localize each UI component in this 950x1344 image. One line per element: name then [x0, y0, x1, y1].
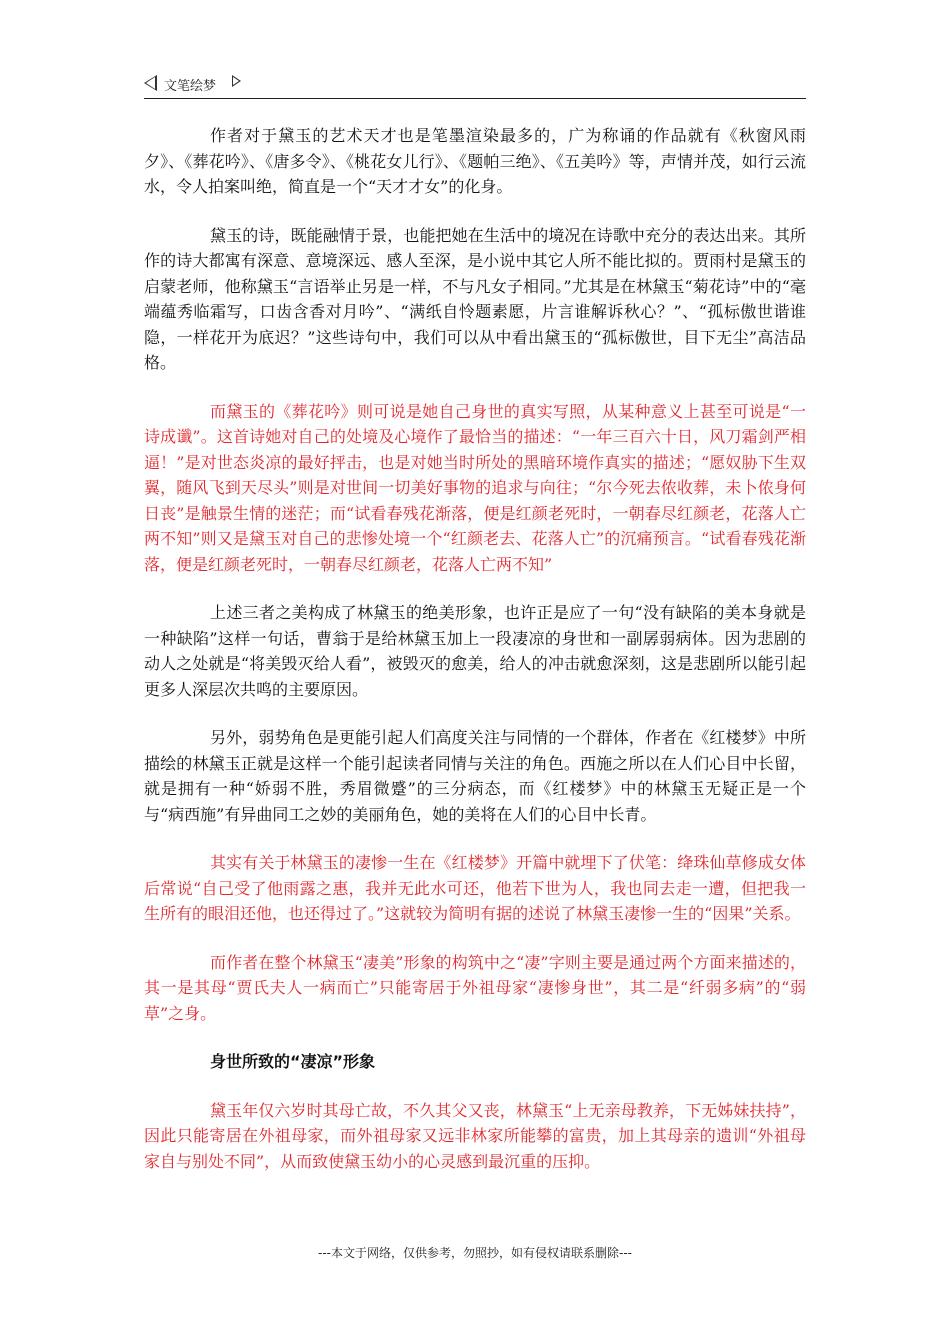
paragraph-highlighted: 而黛玉的《葬花吟》则可说是她自己身世的真实写照，从某种意义上甚至可说是“一诗成谶”。这首诗她对自己的处境及心境作了最恰当的描述：“一年三百六十日，风刀霜剑严相逼！”是对世态炎凉的最好抨击，也是对她当时所处的黑暗环境作真实的描述；“愿奴胁下生双翼，随风飞到天尽头”则是对世间一切美好事物的追求与向往；“尔今死去侬收葬，未卜侬身何日丧”是触景生情的迷茫；而“试看春残花渐落，便是红颜老死时，一朝春尽红颜老，花落人亡两不知”则又是黛玉对自己的悲惨处境一个“红颜老去、花落人亡”的沉痛预言。“试看春残花渐落，便是红颜老死时，一朝春尽红颜老，花落人亡两不知”	[144, 401, 806, 574]
triangle-left-icon	[144, 75, 157, 91]
paragraph-highlighted: 其实有关于林黛玉的凄惨一生在《红楼梦》开篇中就埋下了伏笔：绛珠仙草修成女体后常说“自己受了他雨露之惠，我并无此水可还，他若下世为人，我也同去走一遭，但把我一生所有的眼泪还他，也还得过了。”这就较为简明有据的述说了林黛玉凄惨一生的“因果”关系。	[144, 853, 806, 923]
section-heading: 身世所致的“凄凉”形象	[210, 1052, 376, 1071]
paragraph-highlighted: 而作者在整个林黛玉“凄美”形象的构筑中之“凄”字则主要是通过两个方面来描述的，其一是其母“贾氏夫人一病而亡”只能寄居于外祖母家“凄惨身世”，其二是“纤弱多病”的“弱草”之身。	[144, 952, 806, 1023]
header-brand: 文笔绘梦	[164, 79, 217, 94]
paragraph: 上述三者之美构成了林黛玉的绝美形象，也许正是应了一句“没有缺陷的美本身就是一种缺陷”这样一句话，曹翁于是给林黛玉加上一段凄凉的身世和一副孱弱病体。因为悲剧的动人之处就是“将美毁灭给人看”，被毁灭的愈美，给人的冲击就愈深刻，这是悲剧所以能引起更多人深层次共鸣的主要原因。	[144, 603, 806, 699]
paragraph: 作者对于黛玉的艺术天才也是笔墨渲染最多的，广为称诵的作品就有《秋窗风雨夕》、《葬花吟》、《唐多令》、《桃花女儿行》、《题帕三绝》、《五美吟》等，声情并茂，如行云流水，令人拍案叫绝，简直是一个“天才才女”的化身。	[144, 126, 806, 196]
page-footer: ---本文于网络，仅供参考，勿照抄，如有侵权请联系删除---	[318, 1246, 632, 1260]
paragraph: 另外，弱势角色是更能引起人们高度关注与同情的一个群体，作者在《红楼梦》中所描绘的林黛玉正就是这样一个能引起读者同情与关注的角色。西施之所以在人们心目中长留，就是拥有一种“娇弱不胜，秀眉微蹙”的三分病态，而《红楼梦》中的林黛玉无疑正是一个与“病西施”有异曲同工之妙的美丽角色，她的美将在人们的心目中长青。	[144, 728, 806, 824]
page-header	[144, 72, 806, 99]
paragraph: 黛玉的诗，既能融情于景，也能把她在生活中的境况在诗歌中充分的表达出来。其所作的诗大都寓有深意、意境深远、感人至深，是小说中其它人所不能比拟的。贾雨村是黛玉的启蒙老师，他称黛玉“言语举止另是一样，不与凡女子相同。”尤其是在林黛玉“菊花诗”中的“毫端蕴秀临霜写，口齿含香对月吟”、“满纸自怜题素愿，片言谁解诉秋心？”、“孤标傲世谐谁隐，一样花开为底迟？”这些诗句中，我们可以从中看出黛玉的“孤标傲世，目下无尘”高洁品格。	[144, 225, 806, 372]
triangle-right-icon	[232, 75, 241, 87]
document-body	[144, 123, 806, 1197]
paragraph-highlighted: 黛玉年仅六岁时其母亡故，不久其父又丧，林黛玉“上无亲母教养，下无姊妹扶持”，因此只能寄居在外祖母家，而外祖母家又远非林家所能攀的富贵，加上其母亲的遗训“外祖母家自与别处不同”，从而致使黛玉幼小的心灵感到最沉重的压抑。	[144, 1100, 806, 1171]
